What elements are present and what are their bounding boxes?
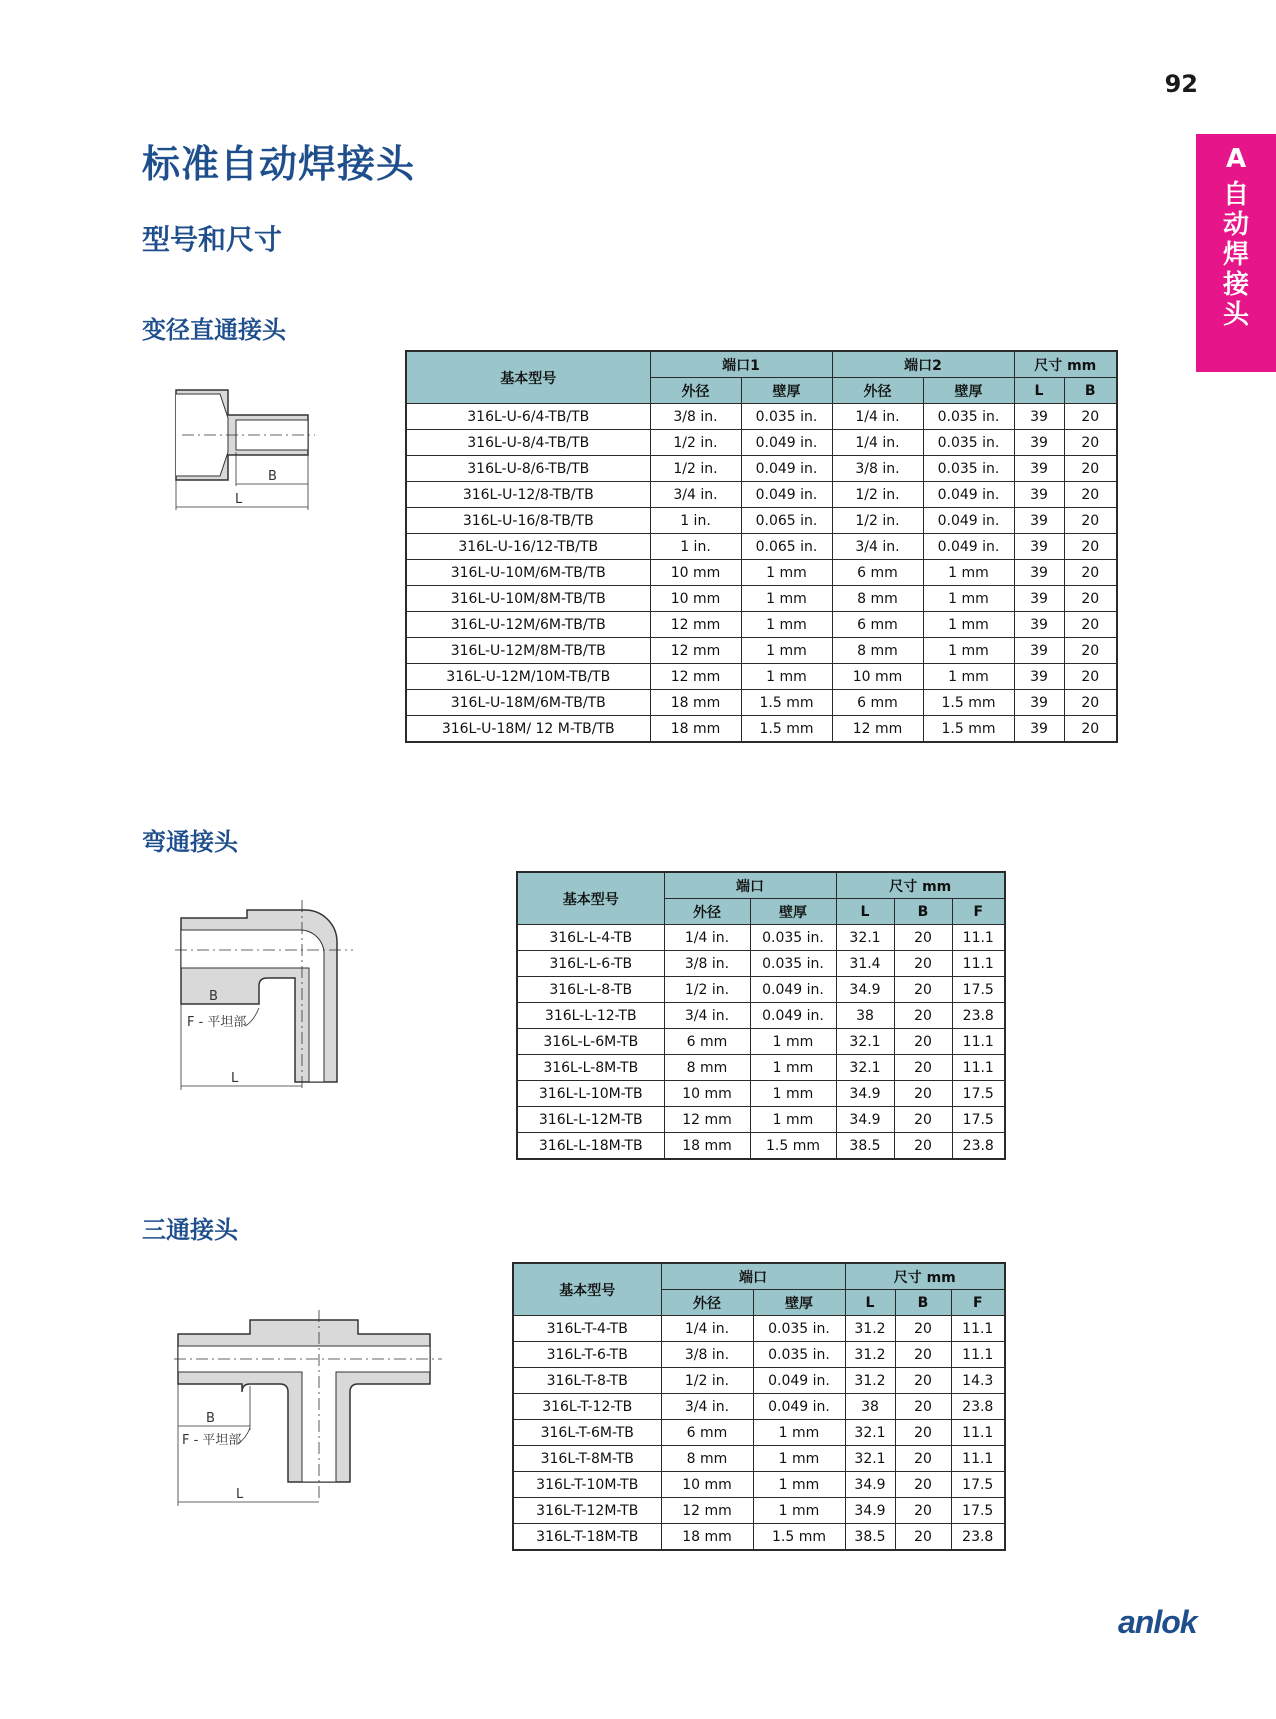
table-row xyxy=(406,612,1117,638)
table-cell: 1 mm xyxy=(741,560,832,586)
table-row xyxy=(406,404,1117,430)
model-number-cell: 316L-L-12M-TB xyxy=(517,1107,664,1133)
table-row xyxy=(406,586,1117,612)
table-row xyxy=(513,1498,1005,1524)
table-row xyxy=(513,1316,1005,1342)
model-number-cell: 316L-L-12-TB xyxy=(517,1003,664,1029)
header-port2: 端口2 xyxy=(832,351,1014,378)
table-cell: 0.065 in. xyxy=(741,508,832,534)
table-cell: 10 mm xyxy=(650,586,741,612)
table-cell: 20 xyxy=(895,1342,951,1368)
table-cell: 32.1 xyxy=(836,925,894,951)
table-row xyxy=(513,1472,1005,1498)
table-cell: 20 xyxy=(1064,482,1117,508)
table-cell: 18 mm xyxy=(661,1524,753,1551)
table-cell: 34.9 xyxy=(845,1498,895,1524)
model-number-cell: 316L-U-16/8-TB/TB xyxy=(406,508,650,534)
table-cell: 1 mm xyxy=(753,1420,845,1446)
table-cell: 8 mm xyxy=(832,638,923,664)
model-number-cell: 316L-L-8-TB xyxy=(517,977,664,1003)
table-row xyxy=(406,508,1117,534)
model-number-cell: 316L-L-6M-TB xyxy=(517,1029,664,1055)
model-number-cell: 316L-U-18M/6M-TB/TB xyxy=(406,690,650,716)
table-cell: 23.8 xyxy=(952,1133,1005,1160)
table-cell: 0.035 in. xyxy=(923,404,1014,430)
flat-part-label: F - 平坦部 xyxy=(182,1433,242,1448)
table-cell: 20 xyxy=(895,1524,951,1551)
table-cell: 0.035 in. xyxy=(750,925,836,951)
table-cell: 1/2 in. xyxy=(650,456,741,482)
table-cell: 1 mm xyxy=(750,1055,836,1081)
table-cell: 11.1 xyxy=(951,1446,1005,1472)
table-cell: 11.1 xyxy=(952,1029,1005,1055)
model-number-cell: 316L-U-18M/ 12 M-TB/TB xyxy=(406,716,650,743)
table-row xyxy=(406,664,1117,690)
header-outer-diameter: 外径 xyxy=(664,899,750,925)
table-row xyxy=(517,951,1005,977)
table-cell: 20 xyxy=(894,1029,952,1055)
table-cell: 39 xyxy=(1014,664,1064,690)
table-cell: 0.049 in. xyxy=(750,977,836,1003)
table-cell: 39 xyxy=(1014,430,1064,456)
header-b: B xyxy=(895,1290,951,1316)
table-row xyxy=(406,560,1117,586)
model-number-cell: 316L-L-4-TB xyxy=(517,925,664,951)
reducer-union-diagram xyxy=(170,380,320,515)
elbow-table-body xyxy=(517,925,1005,1160)
table-cell: 1 mm xyxy=(923,612,1014,638)
table-row xyxy=(406,716,1117,743)
table-cell: 11.1 xyxy=(951,1420,1005,1446)
table-cell: 31.2 xyxy=(845,1342,895,1368)
table-cell: 20 xyxy=(895,1368,951,1394)
table-cell: 31.2 xyxy=(845,1368,895,1394)
table-row xyxy=(517,1133,1005,1160)
chapter-tab-label: 自动焊接头 xyxy=(1222,180,1249,330)
model-number-cell: 316L-U-10M/6M-TB/TB xyxy=(406,560,650,586)
header-wall-thickness: 壁厚 xyxy=(923,378,1014,404)
table-cell: 11.1 xyxy=(952,925,1005,951)
table-cell: 20 xyxy=(895,1316,951,1342)
table-row xyxy=(517,1055,1005,1081)
table-row xyxy=(517,977,1005,1003)
table-cell: 12 mm xyxy=(832,716,923,743)
table-cell: 20 xyxy=(894,925,952,951)
table-row xyxy=(513,1446,1005,1472)
elbow-spec-table xyxy=(516,871,1006,1160)
flat-part-label: F - 平坦部 xyxy=(187,1015,247,1030)
header-dimensions: 尺寸 mm xyxy=(1014,351,1117,378)
header-dimensions: 尺寸 mm xyxy=(836,872,1005,899)
table-cell: 3/4 in. xyxy=(832,534,923,560)
model-number-cell: 316L-U-12M/10M-TB/TB xyxy=(406,664,650,690)
table-cell: 1 in. xyxy=(650,508,741,534)
table-cell: 1 mm xyxy=(741,638,832,664)
table-cell: 39 xyxy=(1014,690,1064,716)
page-number: 92 xyxy=(1164,70,1198,98)
model-number-cell: 316L-U-16/12-TB/TB xyxy=(406,534,650,560)
table-cell: 20 xyxy=(894,951,952,977)
table-cell: 38 xyxy=(836,1003,894,1029)
table-cell: 1 mm xyxy=(741,664,832,690)
table-cell: 20 xyxy=(894,977,952,1003)
table-cell: 0.035 in. xyxy=(750,951,836,977)
header-l: L xyxy=(836,899,894,925)
table-cell: 20 xyxy=(1064,508,1117,534)
table-cell: 34.9 xyxy=(836,1107,894,1133)
header-wall-thickness: 壁厚 xyxy=(750,899,836,925)
dimension-l-label: L xyxy=(231,1071,239,1086)
reducer-table-body xyxy=(406,404,1117,743)
table-cell: 34.9 xyxy=(836,977,894,1003)
table-cell: 39 xyxy=(1014,404,1064,430)
model-number-cell: 316L-T-6M-TB xyxy=(513,1420,661,1446)
table-cell: 39 xyxy=(1014,482,1064,508)
table-cell: 39 xyxy=(1014,612,1064,638)
table-cell: 32.1 xyxy=(845,1446,895,1472)
section-heading-elbow: 弯通接头 xyxy=(142,828,238,856)
dimension-b-label: B xyxy=(209,989,218,1004)
table-cell: 20 xyxy=(1064,456,1117,482)
table-cell: 17.5 xyxy=(951,1472,1005,1498)
tee-spec-table xyxy=(512,1262,1006,1551)
model-number-cell: 316L-U-8/4-TB/TB xyxy=(406,430,650,456)
table-row xyxy=(517,1081,1005,1107)
table-cell: 1 mm xyxy=(741,586,832,612)
table-cell: 11.1 xyxy=(952,951,1005,977)
table-cell: 1 mm xyxy=(753,1472,845,1498)
table-cell: 20 xyxy=(1064,612,1117,638)
section-heading-tee: 三通接头 xyxy=(142,1216,238,1244)
model-number-cell: 316L-U-12M/6M-TB/TB xyxy=(406,612,650,638)
table-cell: 12 mm xyxy=(664,1107,750,1133)
page-subtitle: 型号和尺寸 xyxy=(142,223,283,256)
table-cell: 0.049 in. xyxy=(923,482,1014,508)
table-cell: 38.5 xyxy=(845,1524,895,1551)
model-number-cell: 316L-T-12-TB xyxy=(513,1394,661,1420)
table-cell: 1/4 in. xyxy=(664,925,750,951)
table-cell: 32.1 xyxy=(836,1029,894,1055)
table-cell: 1.5 mm xyxy=(923,716,1014,743)
table-cell: 3/4 in. xyxy=(661,1394,753,1420)
table-cell: 1/2 in. xyxy=(832,482,923,508)
table-cell: 20 xyxy=(1064,638,1117,664)
table-row xyxy=(513,1342,1005,1368)
table-row xyxy=(406,638,1117,664)
table-cell: 11.1 xyxy=(951,1342,1005,1368)
table-cell: 1/4 in. xyxy=(832,430,923,456)
model-number-cell: 316L-L-6-TB xyxy=(517,951,664,977)
table-row xyxy=(517,1029,1005,1055)
table-cell: 20 xyxy=(894,1133,952,1160)
table-row xyxy=(406,482,1117,508)
header-port: 端口 xyxy=(661,1263,845,1290)
model-number-cell: 316L-U-6/4-TB/TB xyxy=(406,404,650,430)
table-cell: 0.049 in. xyxy=(750,1003,836,1029)
table-cell: 8 mm xyxy=(664,1055,750,1081)
chapter-tab-letter: A xyxy=(1225,144,1247,174)
header-l: L xyxy=(845,1290,895,1316)
brand-logo: anlok xyxy=(1118,1604,1197,1640)
table-cell: 34.9 xyxy=(845,1472,895,1498)
table-cell: 3/4 in. xyxy=(650,482,741,508)
table-cell: 20 xyxy=(1064,716,1117,743)
table-row xyxy=(517,1107,1005,1133)
table-cell: 8 mm xyxy=(661,1446,753,1472)
table-cell: 31.4 xyxy=(836,951,894,977)
header-dimensions: 尺寸 mm xyxy=(845,1263,1005,1290)
dimension-b-label: B xyxy=(268,469,277,484)
table-cell: 20 xyxy=(895,1394,951,1420)
table-cell: 0.049 in. xyxy=(923,508,1014,534)
table-cell: 14.3 xyxy=(951,1368,1005,1394)
model-number-cell: 316L-T-8M-TB xyxy=(513,1446,661,1472)
model-number-cell: 316L-T-12M-TB xyxy=(513,1498,661,1524)
table-cell: 23.8 xyxy=(952,1003,1005,1029)
table-row xyxy=(406,430,1117,456)
model-number-cell: 316L-L-8M-TB xyxy=(517,1055,664,1081)
header-model: 基本型号 xyxy=(406,351,650,404)
table-cell: 3/4 in. xyxy=(664,1003,750,1029)
chapter-tab[interactable] xyxy=(1196,134,1276,372)
table-row xyxy=(406,690,1117,716)
table-cell: 1 mm xyxy=(750,1107,836,1133)
dimension-b-label: B xyxy=(206,1411,215,1426)
table-cell: 17.5 xyxy=(951,1498,1005,1524)
table-row xyxy=(517,925,1005,951)
model-number-cell: 316L-U-12M/8M-TB/TB xyxy=(406,638,650,664)
header-model: 基本型号 xyxy=(517,872,664,925)
table-cell: 18 mm xyxy=(650,690,741,716)
header-b: B xyxy=(1064,378,1117,404)
table-cell: 20 xyxy=(895,1498,951,1524)
reducer-spec-table xyxy=(405,350,1118,743)
header-outer-diameter: 外径 xyxy=(661,1290,753,1316)
table-cell: 20 xyxy=(894,1003,952,1029)
table-cell: 0.049 in. xyxy=(741,456,832,482)
table-cell: 11.1 xyxy=(951,1316,1005,1342)
table-cell: 20 xyxy=(1064,404,1117,430)
table-cell: 20 xyxy=(895,1472,951,1498)
table-cell: 39 xyxy=(1014,534,1064,560)
section-heading-reducer: 变径直通接头 xyxy=(142,316,286,344)
table-cell: 1 mm xyxy=(923,560,1014,586)
table-row xyxy=(406,456,1117,482)
table-cell: 6 mm xyxy=(661,1420,753,1446)
model-number-cell: 316L-T-10M-TB xyxy=(513,1472,661,1498)
table-cell: 31.2 xyxy=(845,1316,895,1342)
model-number-cell: 316L-U-12/8-TB/TB xyxy=(406,482,650,508)
table-cell: 3/8 in. xyxy=(832,456,923,482)
table-cell: 39 xyxy=(1014,638,1064,664)
table-cell: 0.065 in. xyxy=(741,534,832,560)
table-cell: 39 xyxy=(1014,456,1064,482)
table-cell: 20 xyxy=(1064,560,1117,586)
model-number-cell: 316L-T-4-TB xyxy=(513,1316,661,1342)
table-cell: 1/4 in. xyxy=(661,1316,753,1342)
table-cell: 1 mm xyxy=(741,612,832,638)
header-outer-diameter: 外径 xyxy=(832,378,923,404)
table-cell: 20 xyxy=(1064,690,1117,716)
table-cell: 12 mm xyxy=(650,664,741,690)
table-cell: 1/2 in. xyxy=(832,508,923,534)
header-l: L xyxy=(1014,378,1064,404)
table-cell: 0.049 in. xyxy=(753,1368,845,1394)
page-title: 标准自动焊接头 xyxy=(142,142,416,186)
table-row xyxy=(513,1368,1005,1394)
table-cell: 1 in. xyxy=(650,534,741,560)
model-number-cell: 316L-T-18M-TB xyxy=(513,1524,661,1551)
table-cell: 1 mm xyxy=(923,586,1014,612)
table-cell: 32.1 xyxy=(836,1055,894,1081)
table-cell: 8 mm xyxy=(832,586,923,612)
table-cell: 3/8 in. xyxy=(650,404,741,430)
table-cell: 3/8 in. xyxy=(661,1342,753,1368)
table-cell: 11.1 xyxy=(952,1055,1005,1081)
header-f: F xyxy=(951,1290,1005,1316)
header-model: 基本型号 xyxy=(513,1263,661,1316)
table-cell: 1.5 mm xyxy=(741,716,832,743)
table-cell: 1 mm xyxy=(750,1029,836,1055)
table-cell: 1.5 mm xyxy=(750,1133,836,1160)
table-cell: 10 mm xyxy=(661,1472,753,1498)
table-cell: 23.8 xyxy=(951,1394,1005,1420)
table-cell: 3/8 in. xyxy=(664,951,750,977)
table-cell: 0.035 in. xyxy=(753,1316,845,1342)
table-cell: 1.5 mm xyxy=(923,690,1014,716)
header-b: B xyxy=(894,899,952,925)
table-cell: 17.5 xyxy=(952,1107,1005,1133)
header-wall-thickness: 壁厚 xyxy=(753,1290,845,1316)
table-cell: 20 xyxy=(894,1081,952,1107)
table-cell: 1/2 in. xyxy=(650,430,741,456)
table-cell: 20 xyxy=(895,1420,951,1446)
table-cell: 0.035 in. xyxy=(923,456,1014,482)
table-row xyxy=(513,1524,1005,1551)
table-cell: 6 mm xyxy=(832,612,923,638)
table-cell: 0.035 in. xyxy=(753,1342,845,1368)
table-cell: 10 mm xyxy=(650,560,741,586)
table-cell: 1/2 in. xyxy=(661,1368,753,1394)
table-cell: 1 mm xyxy=(753,1498,845,1524)
model-number-cell: 316L-U-10M/8M-TB/TB xyxy=(406,586,650,612)
table-cell: 1/2 in. xyxy=(664,977,750,1003)
table-cell: 20 xyxy=(1064,430,1117,456)
table-cell: 10 mm xyxy=(832,664,923,690)
table-cell: 0.049 in. xyxy=(923,534,1014,560)
table-cell: 12 mm xyxy=(661,1498,753,1524)
table-cell: 38 xyxy=(845,1394,895,1420)
table-cell: 20 xyxy=(1064,534,1117,560)
model-number-cell: 316L-L-10M-TB xyxy=(517,1081,664,1107)
table-cell: 20 xyxy=(894,1055,952,1081)
tee-union-diagram xyxy=(174,1310,444,1510)
table-cell: 17.5 xyxy=(952,977,1005,1003)
table-cell: 12 mm xyxy=(650,612,741,638)
header-f: F xyxy=(952,899,1005,925)
table-row xyxy=(513,1394,1005,1420)
table-cell: 17.5 xyxy=(952,1081,1005,1107)
table-cell: 6 mm xyxy=(832,690,923,716)
table-cell: 1/4 in. xyxy=(832,404,923,430)
table-cell: 38.5 xyxy=(836,1133,894,1160)
table-cell: 39 xyxy=(1014,716,1064,743)
header-port: 端口 xyxy=(664,872,836,899)
header-outer-diameter: 外径 xyxy=(650,378,741,404)
table-row xyxy=(513,1420,1005,1446)
model-number-cell: 316L-L-18M-TB xyxy=(517,1133,664,1160)
table-cell: 1 mm xyxy=(923,664,1014,690)
table-row xyxy=(406,534,1117,560)
table-cell: 6 mm xyxy=(832,560,923,586)
table-cell: 6 mm xyxy=(664,1029,750,1055)
table-cell: 18 mm xyxy=(664,1133,750,1160)
model-number-cell: 316L-T-8-TB xyxy=(513,1368,661,1394)
elbow-union-diagram xyxy=(175,900,355,1095)
table-cell: 39 xyxy=(1014,560,1064,586)
table-cell: 1 mm xyxy=(750,1081,836,1107)
table-cell: 20 xyxy=(1064,664,1117,690)
table-cell: 32.1 xyxy=(845,1420,895,1446)
dimension-l-label: L xyxy=(236,1487,244,1502)
table-cell: 1.5 mm xyxy=(741,690,832,716)
table-cell: 20 xyxy=(895,1446,951,1472)
table-cell: 18 mm xyxy=(650,716,741,743)
table-cell: 39 xyxy=(1014,586,1064,612)
header-port1: 端口1 xyxy=(650,351,832,378)
table-cell: 20 xyxy=(894,1107,952,1133)
table-cell: 0.049 in. xyxy=(741,430,832,456)
table-cell: 34.9 xyxy=(836,1081,894,1107)
table-cell: 1 mm xyxy=(923,638,1014,664)
table-row xyxy=(517,1003,1005,1029)
table-cell: 0.035 in. xyxy=(923,430,1014,456)
model-number-cell: 316L-T-6-TB xyxy=(513,1342,661,1368)
model-number-cell: 316L-U-8/6-TB/TB xyxy=(406,456,650,482)
table-cell: 0.049 in. xyxy=(753,1394,845,1420)
table-cell: 1.5 mm xyxy=(753,1524,845,1551)
table-cell: 39 xyxy=(1014,508,1064,534)
table-cell: 10 mm xyxy=(664,1081,750,1107)
table-cell: 20 xyxy=(1064,586,1117,612)
table-cell: 1 mm xyxy=(753,1446,845,1472)
table-cell: 0.049 in. xyxy=(741,482,832,508)
table-cell: 12 mm xyxy=(650,638,741,664)
header-wall-thickness: 壁厚 xyxy=(741,378,832,404)
table-cell: 23.8 xyxy=(951,1524,1005,1551)
table-cell: 0.035 in. xyxy=(741,404,832,430)
tee-table-body xyxy=(513,1316,1005,1551)
dimension-l-label: L xyxy=(235,492,243,507)
